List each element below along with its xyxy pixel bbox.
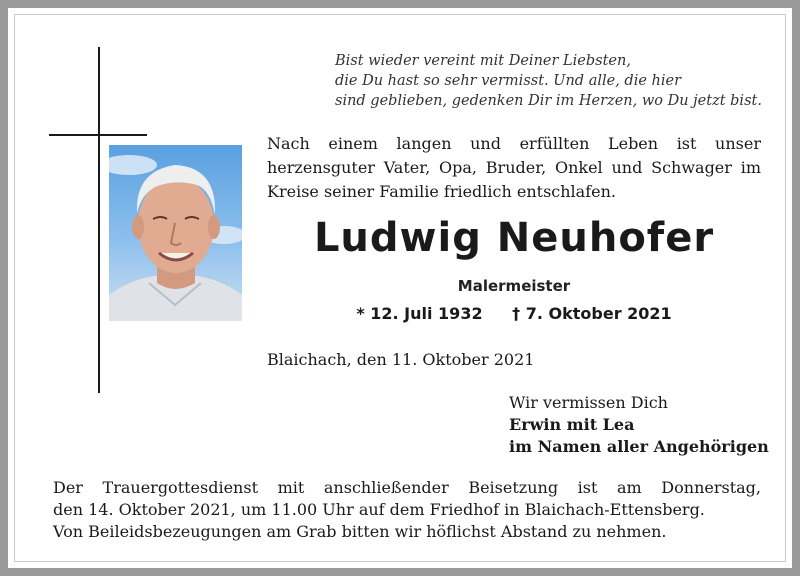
intro-line: Kreise seiner Familie friedlich entschlafen.	[267, 182, 616, 201]
service-line: den 14. Oktober 2021, um 11.00 Uhr auf dem Friedhof in Blaichach-Ettensberg.	[53, 500, 705, 519]
poem-line: die Du hast so sehr vermisst. Und alle, die hier	[335, 73, 682, 89]
signature-block	[509, 392, 769, 458]
signature-line: Wir vermissen Dich	[509, 393, 668, 412]
service-line: Der Trauergottesdienst mit anschließender Beisetzung ist am Donnerstag,	[53, 478, 761, 497]
intro-text	[267, 132, 761, 204]
cross-horizontal-bar	[49, 134, 147, 136]
portrait-photo	[109, 145, 242, 321]
death-date: † 7. Oktober 2021	[512, 304, 672, 323]
funeral-service-info	[53, 477, 761, 543]
poem-line: sind geblieben, gedenken Dir im Herzen, wo Du jetzt bist.	[335, 93, 762, 109]
service-line: Von Beileidsbezeugungen am Grab bitten wir höflichst Abstand zu nehmen.	[53, 522, 667, 541]
life-dates	[267, 304, 761, 323]
signature-relatives: im Namen aller Angehörigen	[509, 437, 769, 456]
intro-line: herzensguter Vater, Opa, Bruder, Onkel und Schwager im	[267, 158, 761, 177]
birth-date: * 12. Juli 1932	[356, 304, 483, 323]
place-and-date: Blaichach, den 11. Oktober 2021	[267, 350, 535, 369]
inner-border	[14, 14, 786, 562]
deceased-name: Ludwig Neuhofer	[313, 215, 715, 261]
signature-names: Erwin mit Lea	[509, 415, 635, 434]
memorial-poem	[335, 51, 775, 111]
deceased-title: Malermeister	[457, 277, 571, 295]
cross-vertical-bar	[98, 47, 100, 393]
poem-line: Bist wieder vereint mit Deiner Liebsten,	[335, 53, 631, 69]
intro-line: Nach einem langen und erfüllten Leben ist unser	[267, 134, 761, 153]
